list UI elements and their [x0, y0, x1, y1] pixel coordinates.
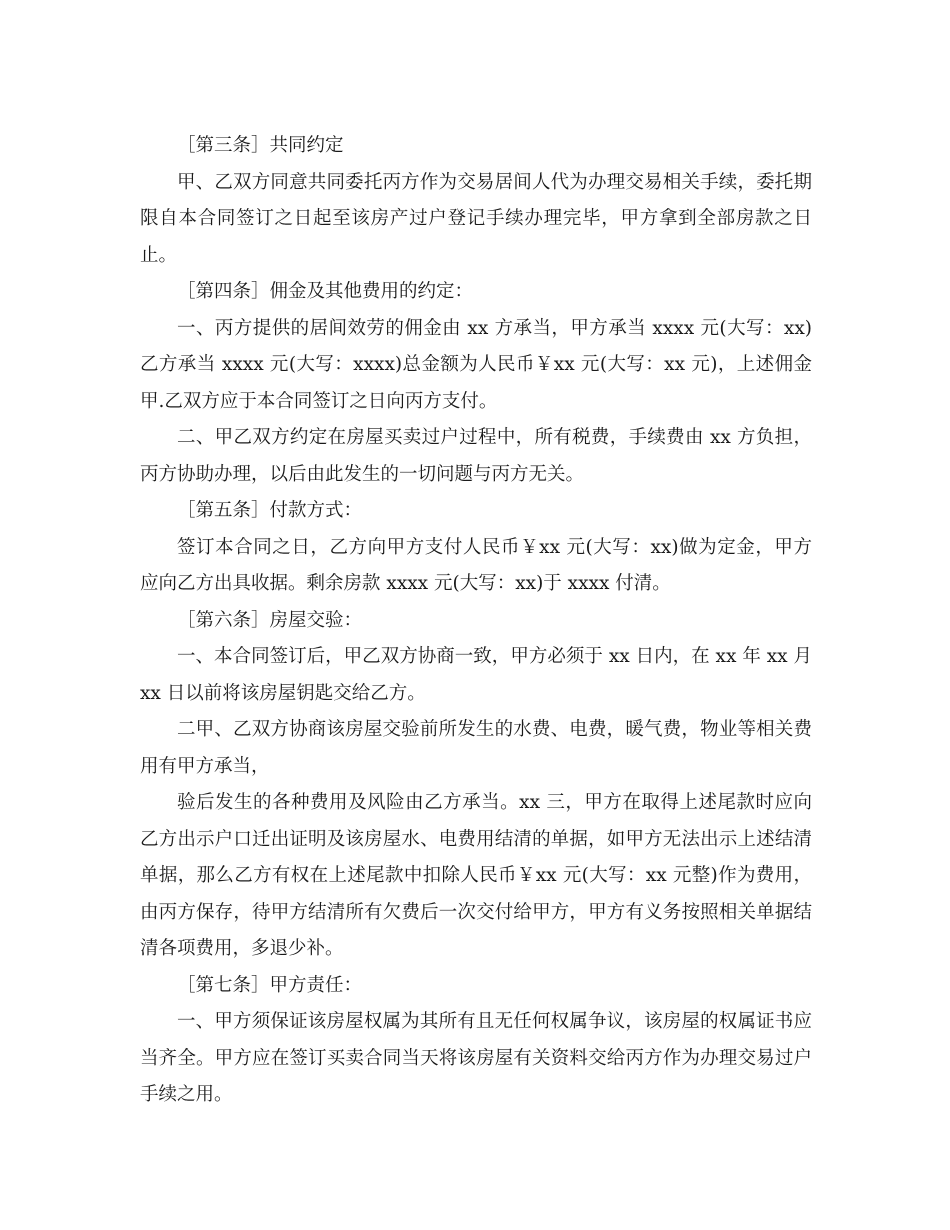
contract-body — [140, 128, 812, 1114]
article-3-heading: ［第三条］共同约定 — [177, 135, 344, 156]
article-6-clause-3: 验后发生的各种费用及风险由乙方承当。xx 三，甲方在取得上述尾款时应向乙方出示户口迁出证明及该房屋水、电费用结清的单据，如甲方无法出示上述结清单据，那么乙方有权在上述尾款中扣除人民币￥xx 元(大写：xx 元整)作为费用，由丙方保存，待甲方结清所有欠费后一次交付给甲方，甲方有义务按照相关单据结清各项费用，多退少补。 — [140, 792, 812, 959]
article-5-heading: ［第五条］付款方式： — [177, 500, 363, 521]
article-6-heading: ［第六条］房屋交验： — [177, 609, 363, 631]
article-4-heading: ［第四条］佣金及其他费用的约定： — [177, 281, 474, 302]
article-7-clause-1: 一、甲方须保证该房屋权属为其所有且无任何权属争议，该房屋的权属证书应当齐全。甲方应在签订买卖合同当天将该房屋有关资料交给丙方作为办理交易过户手续之用。 — [140, 1011, 812, 1105]
article-4-clause-1: 一、丙方提供的居间效劳的佣金由 xx 方承当，甲方承当 xxxx 元(大写：xx)乙方承当 xxxx 元(大写：xxxx)总金额为人民币￥xx 元(大写：xx 元)，上述佣金甲.乙双方应于本合同签订之日向丙方支付。 — [140, 317, 812, 412]
article-5-text: 签订本合同之日，乙方向甲方支付人民币￥xx 元(大写：xx)做为定金，甲方应向乙方出具收据。剩余房款 xxxx 元(大写：xx)于 xxxx 付清。 — [140, 536, 812, 594]
article-6-clause-2: 二甲、乙双方协商该房屋交验前所发生的水费、电费，暖气费，物业等相关费用有甲方承当， — [140, 719, 812, 777]
article-4-clause-2: 二、甲乙双方约定在房屋买卖过户过程中，所有税费，手续费由 xx 方负担，丙方协助办理，以后由此发生的一切问题与丙方无关。 — [140, 427, 812, 485]
article-7-heading: ［第七条］甲方责任： — [177, 974, 363, 996]
article-6-clause-1: 一、本合同签订后，甲乙双方协商一致，甲方必须于 xx 日内，在 xx 年 xx 月 xx 日以前将该房屋钥匙交给乙方。 — [140, 646, 812, 704]
article-3-text: 甲、乙双方同意共同委托丙方作为交易居间人代为办理交易相关手续，委托期限自本合同签订之日起至该房产过户登记手续办理完毕，甲方拿到全部房款之日止。 — [140, 171, 812, 266]
